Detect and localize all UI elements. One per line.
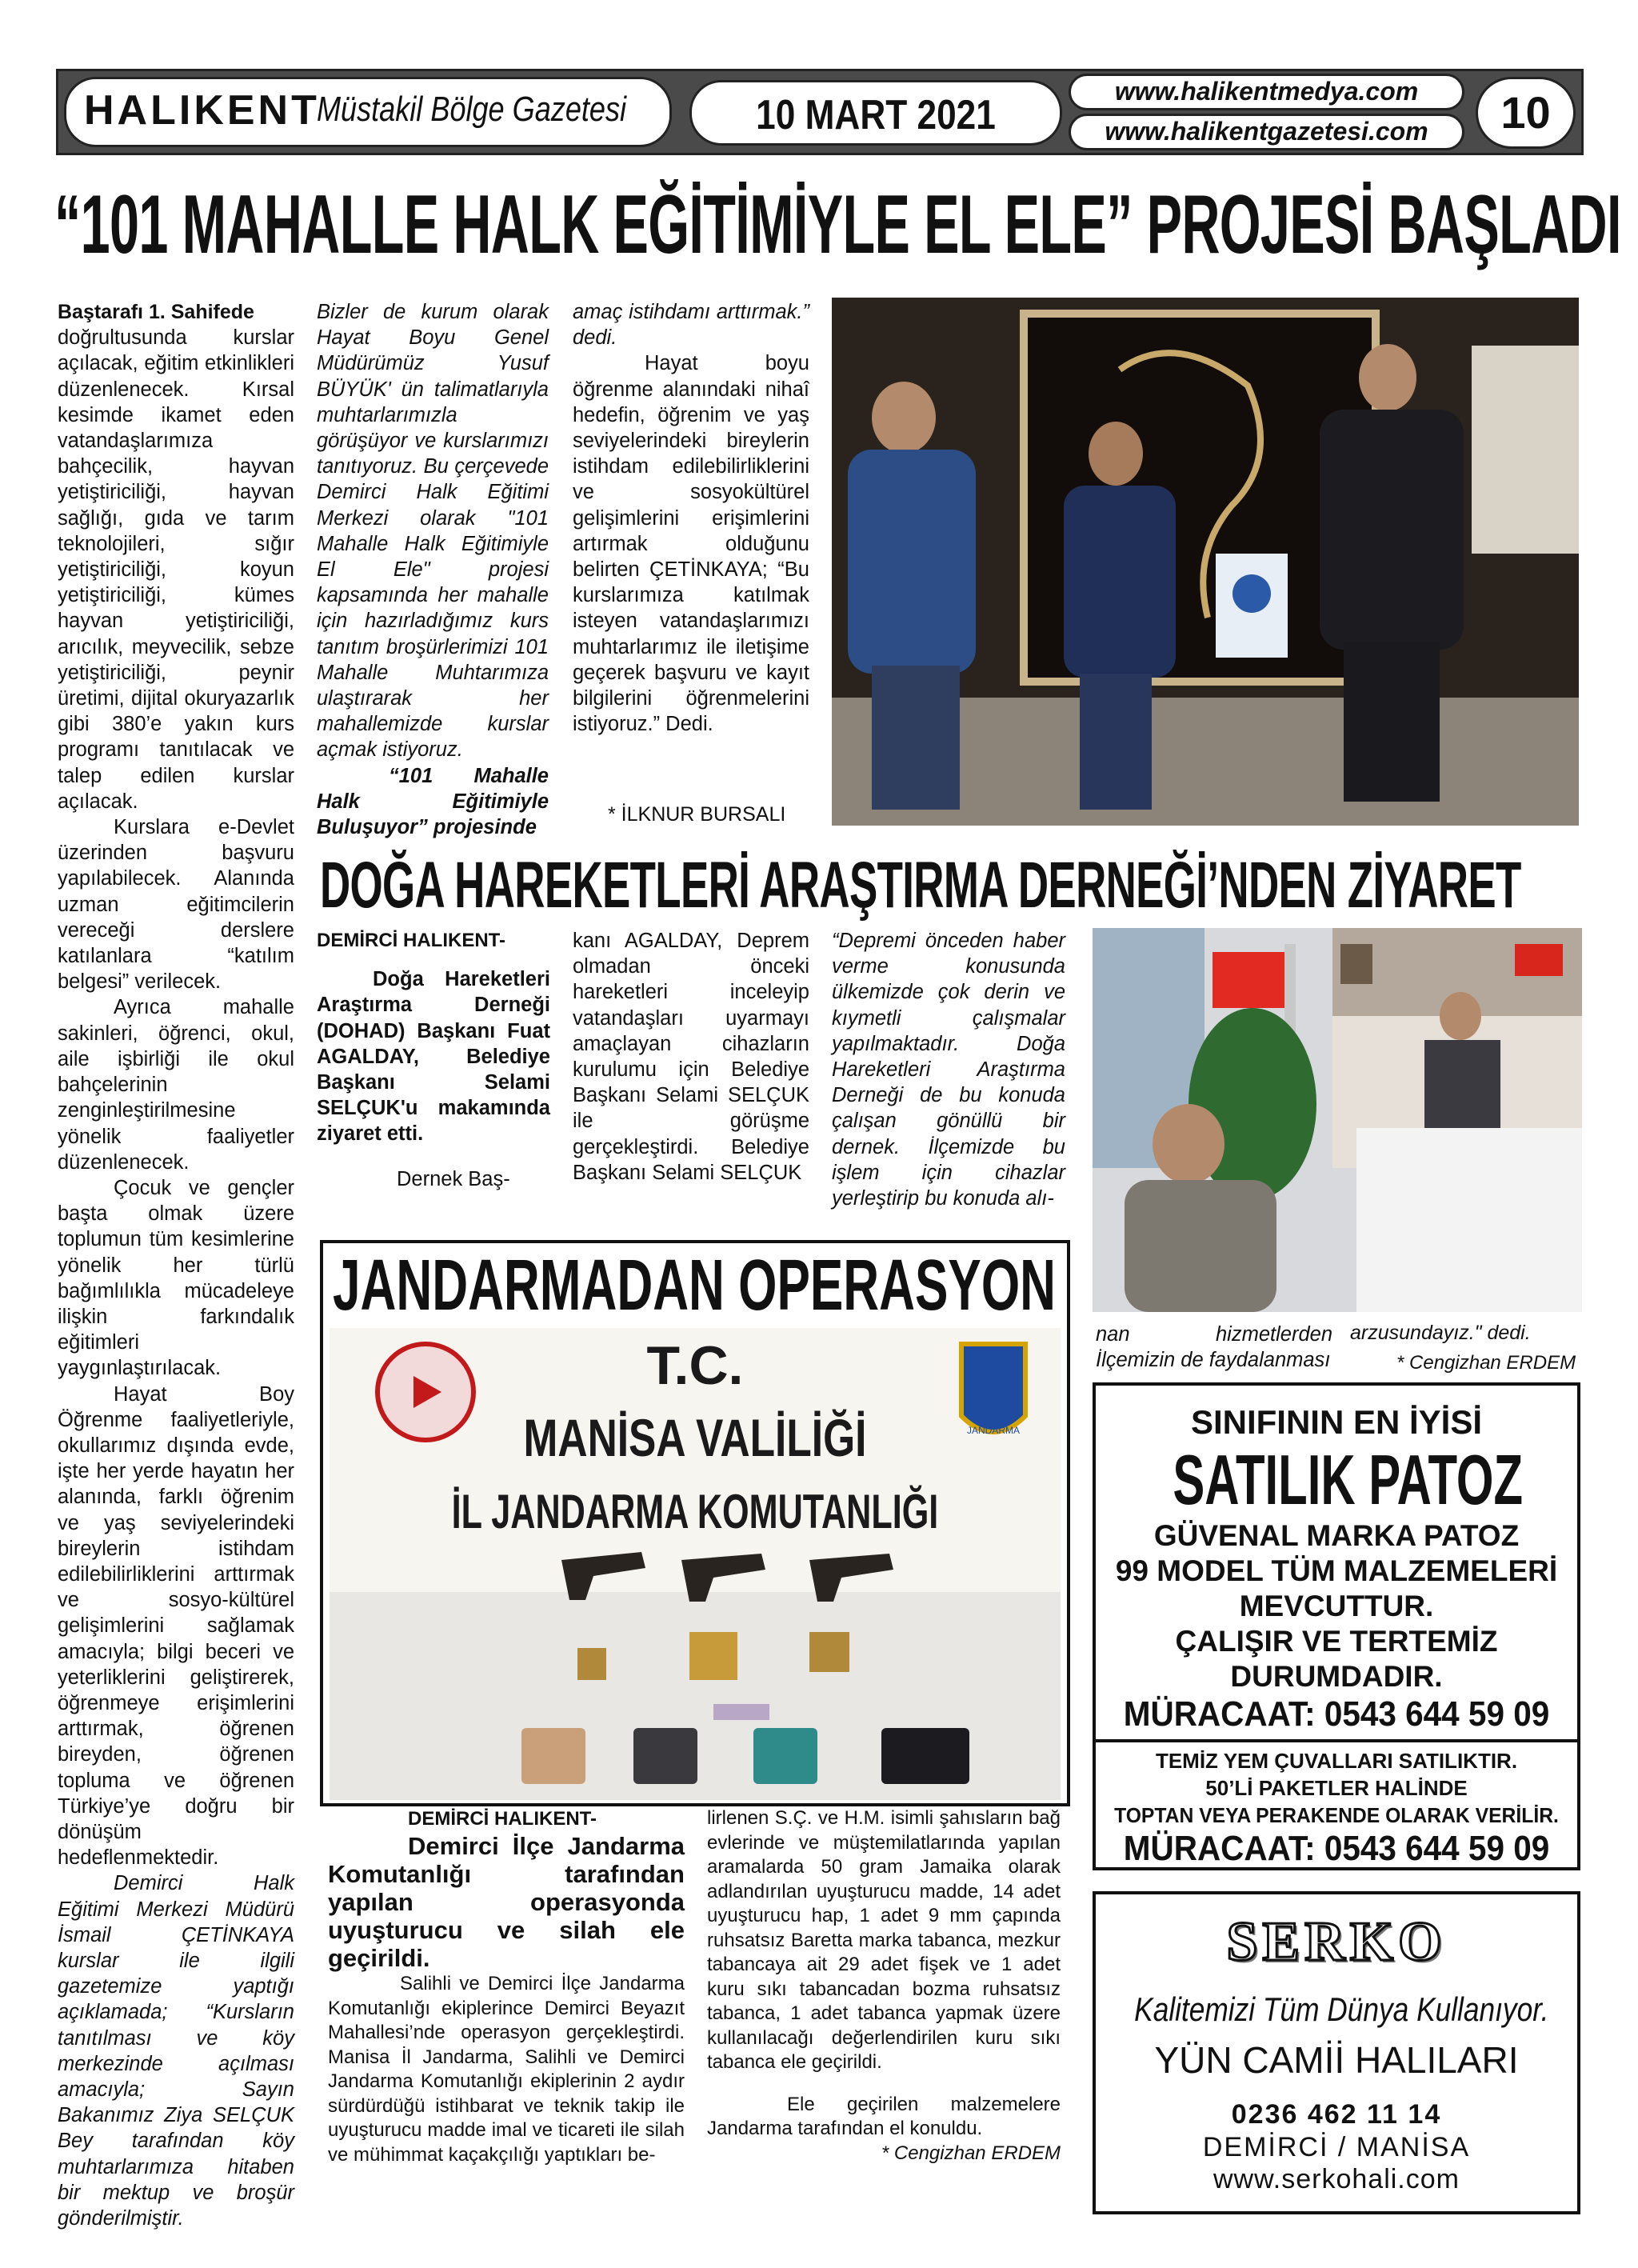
paragraph: Kurslara e-Devlet üzerinden başvuru yapılabilecek. Alanında uzman eğitimcilerin vereceği derslere katılanlara “katılım belgesi” verilecek. (58, 816, 294, 994)
serko-advert (1093, 1891, 1580, 2214)
serko-website[interactable]: www.serkohali.com (1213, 2164, 1460, 2194)
article1-author: * İLKNUR BURSALI (608, 803, 786, 826)
dateline: DEMİRCİ HALIKENT- (317, 930, 505, 951)
article1-column-2 (317, 299, 549, 840)
photo-seized-items (330, 1328, 1061, 1800)
article2-column-3: “Depremi önceden haber verme konusunda ülkemizde çok derin ve kıymetli çalışmalar yapılmaktadır. Doğa Hareketleri Araştırma Derneği de bu konuda çalışan gönüllü bir dernek. İlçemizde bu işlem için cihazlar yerleştirip bu konuda alı- (832, 930, 1065, 1210)
ad-line: TOPTAN VEYA PERAKENDE OLARAK VERİLİR. (1114, 1803, 1559, 1827)
article3-author: * Cengizhan ERDEM (881, 2142, 1061, 2164)
lead: Demirci İlçe Jandarma Komutanlığı tarafından yapılan operasyonda uyuşturucu ve silah ele geçirildi. (328, 1832, 685, 1973)
sign-line-3: İL JANDARMA KOMUTANLIĞI (451, 1486, 939, 1539)
ad-line: GÜVENAL MARKA PATOZ (1153, 1519, 1520, 1552)
ad-line: SINIFININ EN İYİSİ (1190, 1403, 1483, 1441)
article2-headline: DOĞA HAREKETLERİ ARAŞTIRMA DERNEĞİ’NDEN ZİYARET (320, 849, 1521, 922)
sign-line-2: MANİSA VALİLİĞİ (523, 1407, 867, 1468)
article3-column-1 (328, 1806, 685, 2167)
continuation-note: Baştarafı 1. Sahifede (58, 301, 254, 323)
article2-author: * Cengizhan ERDEM (1396, 1352, 1576, 1374)
article1-photo (832, 298, 1579, 826)
paragraph: Bizler de kurum olarak Hayat Boyu Genel Müdürümüz Yusuf BÜYÜK' ün talimatlarıyla muhtarlarımızla görüşüyor ve kurslarımızı tanıtıyoruz. Bu çerçevede Demirci Halk Eğitimi Merkezi olarak "101 Mahalle Halk Eğitimiyle El Ele" projesi kapsamında her mahalle için hazırladığımız kurs tanıtım broşürlerimizi 101 Mahalle Muhtarımıza ulaştırarak her mahallemizde kurslar açmak istiyoruz. (317, 301, 549, 762)
article2-column-2: kanı AGALDAY, Deprem olmadan önceki hareketleri inceleyip vatandaşları uyarmayı amaçlayan cihazların kurulumu için Belediye Başkanı Selami SELÇUK ile görüşme gerçekleştirdi. Belediye Başkanı Selami SELÇUK (573, 930, 809, 1184)
article1-column-3 (573, 299, 809, 737)
article3-column-2 (707, 1806, 1061, 2166)
serko-name: YÜN CAMİİ HALILARI (1154, 2039, 1519, 2081)
paragraph: Çocuk ve gençler başta olmak üzere toplumun tüm kesimlerine yönelik her türlü bağımlılıkla mücadeleye ilişkin farkındalık eğitimleri yaygınlaştırılacak. (58, 1176, 294, 1380)
article2-photo (1093, 928, 1582, 1312)
article2-column-1 (317, 928, 550, 1192)
paragraph: doğrultusunda kurslar açılacak, eğitim etkinlikleri düzenlenecek. Kırsal kesimde ikamet eden vatandaşlarımıza bahçecilik, hayvan yetiştiriciliği, hayvan sağlığı, gıda ve tarım teknolojileri, sığır yetiştiriciliği, koyun yetiştiriciliği, kümes hayvan yetiştiriciliği, arıcılık, meyvecilik, sebze yetiştiriciliği, peynir üretimi, dijital okuryazarlık gibi 380’e yakın kurs programı tanıtılacak ve talep edilen kurslar açılacak. (58, 326, 294, 813)
paragraph: Dernek Baş- (397, 1167, 510, 1190)
paragraph: Demirci Halk Eğitimi Merkezi Müdürü İsmail ÇETİNKAYA kurslar ile ilgili gazetemize yaptığı açıklamada; “Kursların tanıtılması ve köy merkezinde açılması amacıyla; Sayın Bakanımız Ziya SELÇUK Bey tarafından köy muhtarlarımıza hitaben bir mektup ve broşür gönderilmiştir. (58, 1872, 294, 2230)
website-link-1[interactable]: www.halikentmedya.com (1114, 77, 1419, 106)
serko-phone: 0236 462 11 14 (1231, 2099, 1442, 2130)
article3-headline: JANDARMADAN OPERASYON (333, 1246, 1056, 1326)
ad-heading: SATILIK PATOZ (1173, 1440, 1524, 1519)
paragraph: Salihli ve Demirci İlçe Jandarma Komutanlığı ekiplerince Demirci Beyazıt Mahallesi’nde operasyon gerçekleştirdi. Manisa İl Jandarma, Salihli ve Demirci Jandarma Komutanlığı ekiplerinin 2 aydır sürdürdüğü istihbarat ve teknik takip ile uyuşturucu madde imal ve ticareti ile silah ve mühimmat kaçakçılığı yaptıkları be- (328, 1973, 685, 2166)
ad-line: ÇALIŞIR VE TERTEMİZ (1175, 1625, 1498, 1658)
paragraph: Ayrıca mahalle sakinleri, öğrenci, okul, aile işbirliği ile okul bahçelerinin zenginleştirilmesine yönelik faaliyetler düzenlenecek. (58, 996, 294, 1174)
serko-logo: SERKO (1226, 1911, 1447, 1973)
article3-photo (330, 1328, 1061, 1800)
serko-slogan: Kalitemizi Tüm Dünya Kullanıyor. (1134, 1990, 1549, 2028)
article2-tail-right: arzusundayız." dedi. (1350, 1322, 1531, 1344)
website-link-2[interactable]: www.halikentgazetesi.com (1105, 117, 1428, 146)
photo-office-meeting (1093, 928, 1582, 1312)
ad-line: 50’Lİ PAKETLER HALİNDE (1205, 1776, 1468, 1800)
ad-contact: MÜRACAAT: 0543 644 59 09 (1123, 1829, 1550, 1868)
paragraph: Ele geçirilen malzemelere Jandarma tarafından el konuldu. (707, 2093, 1061, 2139)
article2-tail-left: nan hizmetlerden İlçemizin de faydalanması (1096, 1323, 1332, 1372)
paragraph: Hayat boyu öğrenme alanındaki nihaî hedefin, öğrenim ve yaş seviyelerindeki bireylerin istihdam edilebilirliklerini ve sosyokültürel gelişimlerini erişimlerini artırmak olduğunu belirten ÇETİNKAYA; “Bu kurslarımıza katılmak isteyen vatandaşlarımızı muhtarlarımız ile iletişime geçerek başvuru ve kayıt bilgilerini öğrenmelerini istiyoruz.” Dedi. (573, 352, 809, 736)
paragraph: amaç istihdamı arttırmak.” dedi. (573, 301, 809, 350)
sign-line-1: T.C. (646, 1335, 744, 1396)
newspaper-subtitle: Müstakil Bölge Gazetesi (317, 90, 627, 129)
ad-line: DURUMDADIR. (1230, 1660, 1443, 1693)
patoz-advert (1093, 1382, 1580, 1870)
issue-date: 10 MART 2021 (756, 92, 996, 138)
ad-line: TEMİZ YEM ÇUVALLARI SATILIKTIR. (1155, 1749, 1518, 1773)
article1-column-1 (58, 299, 294, 2231)
emblem-text: JANDARMA (966, 1425, 1021, 1436)
article1-headline: “101 MAHALLE HALK EĞİTİMİYLE EL ELE” PROJESİ BAŞLADI (54, 178, 1621, 271)
ad-contact: MÜRACAAT: 0543 644 59 09 (1123, 1694, 1550, 1734)
paragraph: “101 Mahalle Halk Eğitimiyle Buluşuyor” projesinde (317, 764, 549, 839)
ad-line: MEVCUTTUR. (1239, 1590, 1434, 1622)
photo-three-men-handing-bag (832, 298, 1579, 826)
dateline: DEMİRCİ HALIKENT- (408, 1808, 597, 1830)
paragraph: Hayat Boy Öğrenme faaliyetleriyle, okullarımız dışında evde, işte her yerde hayatın her alanında, farklı öğrenim ve yaş seviyelerindeki bireylerin istihdam edilebilirliklerini arttırmak ve sosyo-kültürel gelişimlerini sağlamak amacıyla; bilgi beceri ve yeterliklerini geliştirerek, öğrenmeye erişimlerini arttırmak, öğrenen bireyden, öğrenen topluma ve öğrenen Türkiye’ye doğru bir dönüşüm hedeflenmektedir. (58, 1382, 294, 1870)
page-number: 10 (1500, 87, 1551, 138)
serko-city: DEMİRCİ / MANİSA (1202, 2132, 1471, 2162)
newspaper-name: HALIKENT (84, 87, 320, 134)
lead: Doğa Hareketleri Araştırma Derneği (DOHAD) Başkanı Fuat AGALDAY, Belediye Başkanı Selami SELÇUK'u makamında ziyaret etti. (317, 968, 550, 1146)
ad-line: 99 MODEL TÜM MALZEMELERİ (1115, 1554, 1558, 1587)
paragraph: lirlenen S.Ç. ve H.M. isimli şahısların bağ evlerinde ve müştemilatlarında yapılan aramalarda 50 gram Jamaika olarak adlandırılan uyuşturucu madde, 14 adet uyuşturucu hap, 1 adet 9 mm çapında ruhsatsız Baretta marka tabanca, mezkur tabancaya ait 29 adet fişek ve 1 adet kuru sıkı tabancadan bozma ruhsatsız tabanca, 1 adet tabanca yapmak üzere kullanılacağı değerlendirilen kuru sıkı tabanca ele geçirildi. (707, 1807, 1061, 2073)
